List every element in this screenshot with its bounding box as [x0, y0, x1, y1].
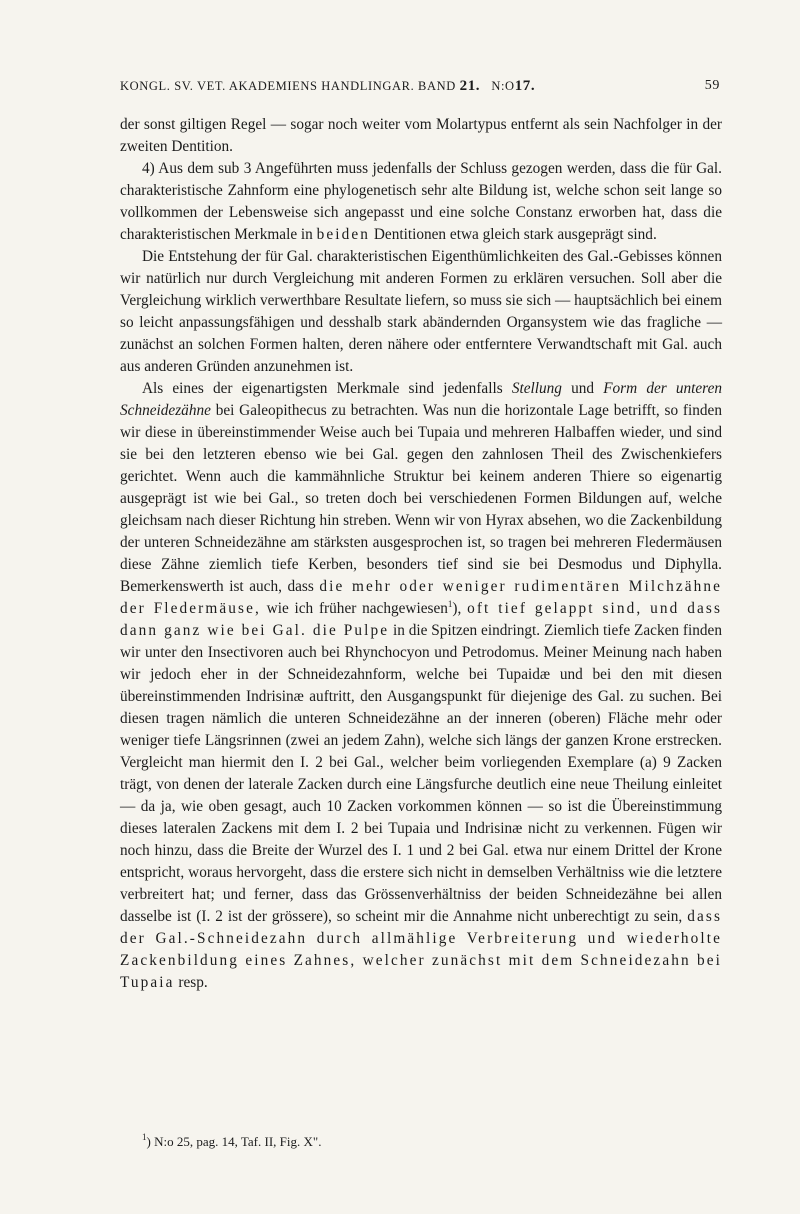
body-text — [120, 114, 722, 994]
spaced-emphasis: die mehr oder weniger rudimentären Milchzähne der Fledermäuse, — [120, 578, 722, 617]
number-value: 17. — [514, 78, 536, 94]
italic-emphasis: Form der unteren Schneidezähne — [120, 380, 723, 419]
text-run: in die Spitzen eindringt. Ziemlich tiefe Zacken finden wir unter den Insectivoren auch bei Rhynchocyon und Petrodomus. Meiner Meinung nach haben wir jedoch eher in der Schneidezahnform, welche bei Tupaidæ und bei den mit diesen übereinstimmenden Indrisinæ auftritt, den Ausgangspunkt für diejenige des Gal. zu suchen. Bei diesen tragen nämlich die unteren Schneidezähne an der inneren (oberen) Fläche mehr oder weniger tiefe Längsrinnen (zwei an jedem Zahn), welche sich längs der ganzen Krone erstrecken. Vergleicht man hiermit den I. 2 bei Gal., welcher beim vorliegenden Exemplare (a) 9 Zacken trägt, von denen der laterale Zacken durch eine Längsfurche deutlich eine neue Theilung einleitet — da ja, wie oben gesagt, auch 10 Zacken vorkommen können — so ist die Übereinstimmung dieses lateralen Zackens mit dem I. 2 bei Tupaia und Indrisinæ nicht zu verkennen. Fügen wir noch hinzu, dass die Breite der Wurzel des I. 1 und 2 bei Gal. etwa nur einem Drittel der Krone entspricht, woraus hervorgeht, dass die erstere sich nicht in demselben Verhältniss wie die letztere verbreitert hat; und ferner, dass das Grössenverhältniss der beiden Schneidezähne bei allen dasselbe ist (I. 2 ist der grössere), so scheint mir die Annahme nicht unberechtigt zu sein, — [120, 622, 722, 925]
footnote-mark: 1 — [142, 1132, 147, 1142]
text-run: ), — [452, 600, 468, 617]
spaced-emphasis: beiden — [316, 226, 371, 243]
paragraph-comparison-method: Die Entstehung der für Gal. charakteristischen Eigenthümlichkeiten des Gal.-Gebisses können wir natürlich nur durch Vergleichung mit anderen Formen zu erklären versuchen. Soll aber die Vergleichung wirklich verwerthbare Resultate liefern, so muss sie sich — hauptsächlich bei einem so leicht anpassungsfähigen und desshalb stark abändernden Organsystem wie das fragliche — zunächst an solchen Formen halten, deren nähere oder entferntere Verwandtschaft mit Gal. auch aus anderen Gründen anzunehmen ist. — [120, 248, 722, 375]
text-run: Als eines der eigenartigsten Merkmale sind jedenfalls — [142, 380, 512, 397]
band-number: 21. — [459, 78, 481, 94]
running-header — [120, 78, 720, 100]
footnote-text: ) N:o 25, pag. 14, Taf. II, Fig. X". — [146, 1134, 322, 1149]
running-title-text: KONGL. SV. VET. AKADEMIENS HANDLINGAR. BAND — [120, 79, 456, 93]
spaced-emphasis: oft tief gelappt sind, und dass dann ganz wie bei Gal. die Pulpe — [120, 600, 723, 639]
text-run: wie ich früher nachgewiesen — [260, 600, 448, 617]
running-title — [120, 78, 535, 95]
paragraph-continuation: der sonst giltigen Regel — sogar noch weiter vom Molartypus entfernt als sein Nachfolger in der zweiten Dentition. — [120, 116, 722, 155]
italic-emphasis: Stellung — [511, 380, 562, 397]
footnote-reference[interactable]: 1 — [447, 599, 453, 609]
footnote — [142, 1133, 722, 1151]
text-run: 4) Aus dem sub 3 Angeführten muss jedenfalls der Schluss gezogen werden, dass die für Gal. charakteristische Zahnform eine phylogenetisch sehr alte Bildung ist, welche schon seit lange so vollkommen der Lebensweise sich angepasst und eine solche Constanz erworben hat, dass die charakteristischen Merkmale in — [120, 160, 722, 243]
spaced-emphasis: dass der Gal.-Schneidezahn durch allmählige Verbreiterung und wiederholte Zackenbildung eines Zahnes, welcher zunächst mit dem Schneidezahn bei Tupaia — [120, 908, 722, 991]
text-run: resp. — [174, 974, 208, 991]
paragraph-point-4 — [120, 158, 722, 246]
text-run: Dentitionen etwa gleich stark ausgeprägt sind. — [370, 226, 657, 243]
text-run: und — [561, 380, 604, 397]
number-label: N:O — [491, 79, 515, 93]
text-run: bei Galeopithecus zu betrachten. Was nun die horizontale Lage betrifft, so finden wir diese in übereinstimmender Weise auch bei Tupaia und mehreren Halbaffen wieder, und sind sie bei den letzteren ebenso wie bei Gal. gegen den zahnlosen Theil des Zwischenkiefers gerichtet. Wenn auch die kammähnliche Struktur bei keinem anderen Thiere so eigenartig ausgeprägt ist wie bei Gal., so treten doch bei verschiedenen Formen Bildungen auf, welche gleichsam nach dieser Richtung hin streben. Wenn wir von Hyrax absehen, wo die Zackenbildung der unteren Schneidezähne am stärksten ausgesprochen ist, so tragen bei mehreren Fledermäusen diese Zähne ziemlich tiefe Kerben, besonders tief sind sie bei Desmodus und Diphylla. Bemerkenswerth ist auch, dass — [120, 402, 722, 595]
page-number: 59 — [704, 78, 720, 93]
paragraph-incisors — [120, 378, 722, 994]
